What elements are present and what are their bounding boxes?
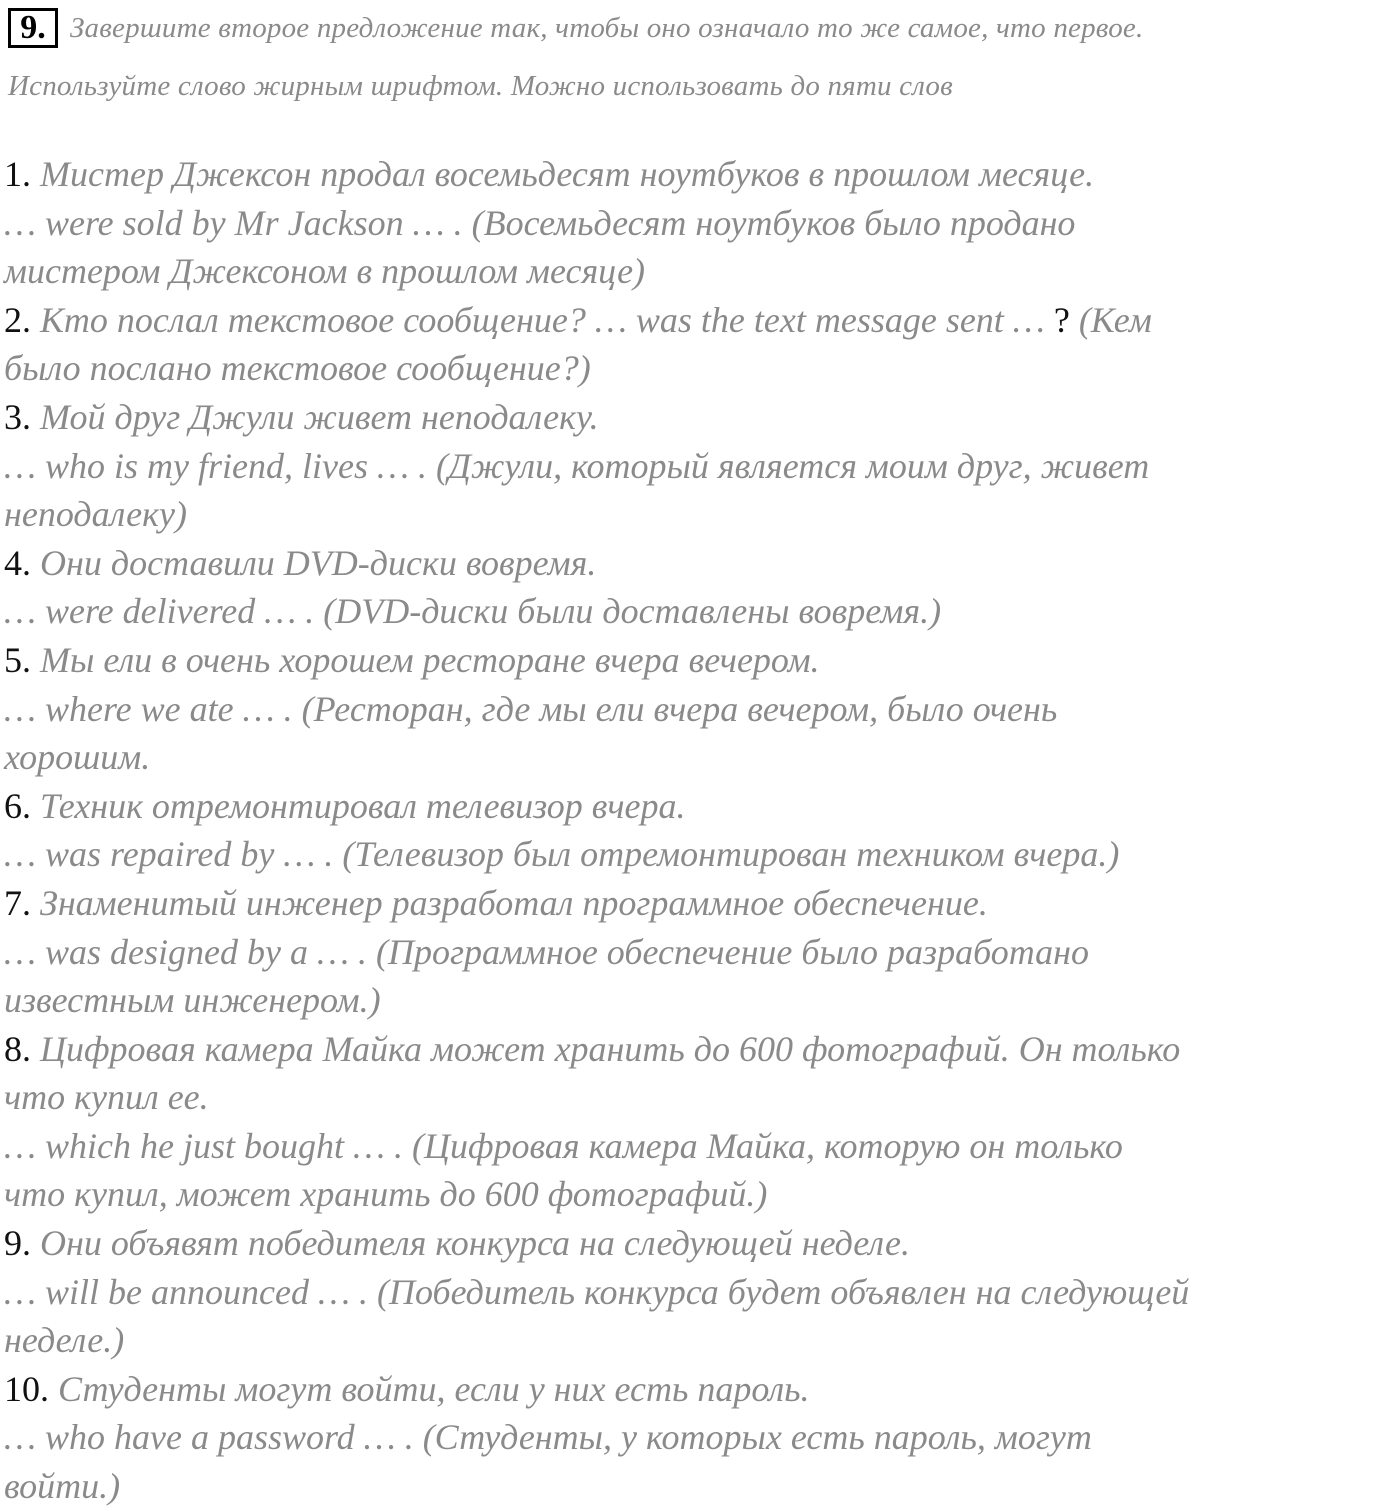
instruction-line-2: Используйте слово жирным шрифтом. Можно использовать до пяти слов	[8, 70, 953, 102]
item-text: … who have a password … . (Студенты, у которых есть пароль, могут	[4, 1417, 1092, 1458]
item-text: … will be announced … . (Победитель конкурса будет объявлен на следующей	[4, 1271, 1190, 1312]
exercise-header	[4, 0, 1398, 130]
item-text: мистером Джексоном в прошлом месяце)	[4, 251, 646, 292]
item-text: Мы ели в очень хорошем ресторане вчера вечером.	[40, 639, 820, 680]
item-line	[4, 636, 1398, 685]
item-line	[4, 1219, 1398, 1268]
exercise-item	[4, 150, 1398, 296]
item-text: неделе.)	[4, 1320, 125, 1361]
exercise-item	[4, 782, 1398, 879]
item-line	[4, 685, 1398, 734]
item-line	[4, 587, 1398, 636]
exercise-item	[4, 1219, 1398, 1365]
exercise-item	[4, 636, 1398, 782]
item-line	[4, 1122, 1398, 1171]
item-text: … was designed by a … . (Программное обеспечение было разработано	[4, 931, 1090, 972]
exercise-item	[4, 1025, 1398, 1219]
item-line	[4, 733, 1398, 782]
item-line	[4, 296, 1398, 345]
exercise-items	[4, 150, 1398, 1511]
item-text: Студенты могут войти, если у них есть пароль.	[58, 1368, 810, 1409]
exercise-item	[4, 1365, 1398, 1511]
item-text: войти.)	[4, 1466, 121, 1507]
item-text: что купил, может хранить до 600 фотографий.)	[4, 1174, 768, 1215]
item-text: что купил ее.	[4, 1077, 209, 1118]
item-text: … were delivered … . (DVD-диски были доставлены вовремя.)	[4, 591, 942, 632]
exercise-item	[4, 539, 1398, 636]
item-line	[4, 1170, 1398, 1219]
exercise-number-box: 9.	[8, 8, 58, 48]
item-line	[4, 782, 1398, 831]
item-number: 9.	[4, 1223, 31, 1264]
item-line	[4, 1268, 1398, 1317]
item-line	[4, 879, 1398, 928]
item-line	[4, 1462, 1398, 1511]
item-number: 1.	[4, 154, 31, 194]
item-line	[4, 393, 1398, 442]
item-text: известным инженером.)	[4, 980, 381, 1021]
item-number: 10.	[4, 1368, 49, 1409]
item-number: 3.	[4, 396, 31, 437]
item-line	[4, 928, 1398, 977]
item-text: было послано текстовое сообщение?)	[4, 348, 591, 389]
item-line	[4, 442, 1398, 491]
item-line	[4, 199, 1398, 248]
item-text: Они объявят победителя конкурса на следующей неделе.	[40, 1223, 910, 1264]
item-line	[4, 830, 1398, 879]
item-text: … where we ate … . (Ресторан, где мы ели вчера вечером, было очень	[4, 688, 1058, 729]
item-line	[4, 539, 1398, 588]
item-line	[4, 150, 1398, 199]
item-line	[4, 344, 1398, 393]
item-text: Мистер Джексон продал восемьдесят ноутбуков в прошлом месяце.	[40, 154, 1095, 194]
item-number: 5.	[4, 639, 31, 680]
item-number: 8.	[4, 1028, 31, 1069]
item-text: … who is my friend, lives … . (Джули, который является моим друг, живет	[4, 445, 1150, 486]
item-text: … was repaired by … . (Телевизор был отремонтирован техником вчера.)	[4, 834, 1120, 875]
item-text: хорошим.	[4, 737, 151, 778]
question-mark: ?	[1053, 299, 1070, 340]
item-text: неподалеку)	[4, 494, 187, 535]
item-line	[4, 1073, 1398, 1122]
exercise-item	[4, 879, 1398, 1025]
item-text: Мой друг Джули живет неподалеку.	[40, 396, 599, 437]
item-line	[4, 1365, 1398, 1414]
item-line	[4, 1413, 1398, 1462]
item-text: Они доставили DVD-диски вовремя.	[40, 542, 597, 583]
exercise-item	[4, 393, 1398, 539]
item-number: 4.	[4, 542, 31, 583]
item-number: 6.	[4, 785, 31, 826]
item-line	[4, 247, 1398, 296]
item-line	[4, 976, 1398, 1025]
item-text: … were sold by Mr Jackson … . (Восемьдесят ноутбуков было продано	[4, 202, 1076, 243]
item-text: Знаменитый инженер разработал программное обеспечение.	[40, 882, 988, 923]
item-text: Цифровая камера Майка может хранить до 600 фотографий. Он только	[40, 1028, 1181, 1069]
item-text: Техник отремонтировал телевизор вчера.	[40, 785, 686, 826]
item-line	[4, 1316, 1398, 1365]
exercise-item	[4, 296, 1398, 393]
item-text: … which he just bought … . (Цифровая камера Майка, которую он только	[4, 1125, 1123, 1166]
item-line	[4, 1025, 1398, 1074]
item-number: 2.	[4, 299, 31, 340]
item-number: 7.	[4, 882, 31, 923]
item-text: Кто послал текстовое сообщение? … was the text message sent …	[40, 299, 1045, 340]
item-line	[4, 490, 1398, 539]
item-text-tail: (Кем	[1078, 299, 1152, 340]
instruction-line-1: Завершите второе предложение так, чтобы оно означало то же самое, что первое.	[70, 12, 1144, 44]
